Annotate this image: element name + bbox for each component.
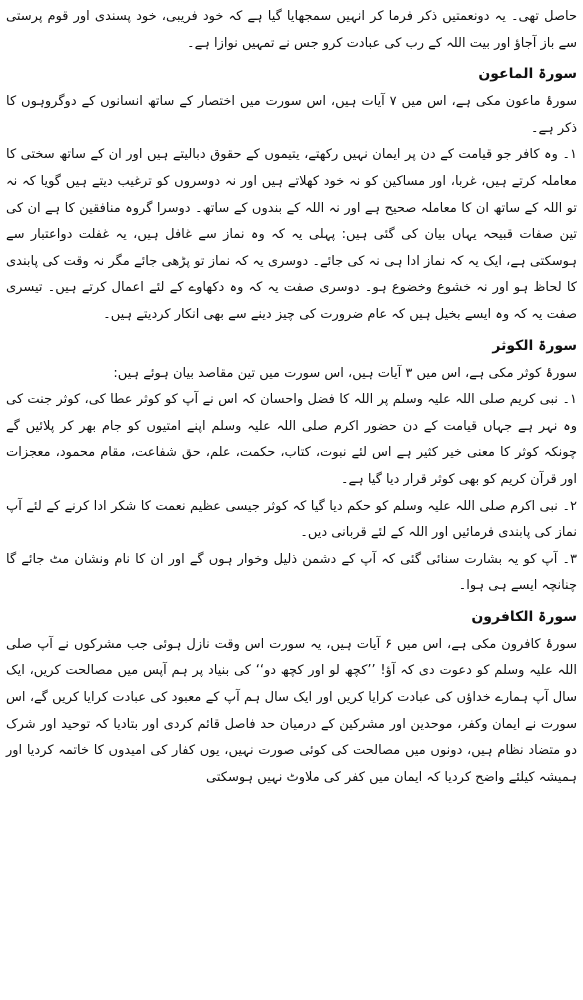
kawthar-paragraph-4: ۳۔ آپ کو یہ بشارت سنائی گئی کہ آپ کے دشمن ذلیل وخوار ہوں گے اور ان کا نام ونشان مٹ جائے گا چنانچہ ایسے ہی ہوا۔ <box>6 551 577 594</box>
maun-paragraph-1: سورۂ ماعون مکی ہے، اس میں ۷ آیات ہیں، اس سورت میں اختصار کے ساتھ انسانوں کے دوگروہوں کا ذکر ہے۔ <box>6 94 577 136</box>
intro-paragraph: حاصل تھی۔ یہ دونعمتیں ذکر فرما کر انہیں سمجھایا گیا ہے کہ خود فریبی، خود پسندی اور قوم پرستی سے باز آجاؤ اور بیت اللہ کے رب کی عبادت کرو جس نے تمہیں نوازا ہے۔ <box>6 9 577 51</box>
kafirun-paragraph-1: سورۂ کافرون مکی ہے، اس میں ۶ آیات ہیں، یہ سورت اس وقت نازل ہوئی جب مشرکوں نے آپ صلی اللہ علیہ وسلم کو دعوت دی کہ آؤ! ’’کچھ لو اور کچھ دو‘‘ کی بنیاد پر ہم آپس میں مصالحت کریں، ایک سال آپ ہمارے خداؤں کی عبادت کرایا کریں اور ایک سال ہم آپ کے معبود کی عبادت کرایا کریں گے، اس سورت نے ایمان وکفر، موحدین اور مشرکین کے درمیان حد فاصل قائم کردی اور بتادیا کہ توحید اور شرک دو متضاد نظام ہیں، دونوں میں مصالحت کی کوئی صورت نہیں، یوں کفار کی امیدوں کا خاتمہ کردیا اور ہمیشہ کیلئے واضح کردیا کہ ایمان میں کفر کی ملاوٹ نہیں ہوسکتی <box>6 636 577 785</box>
section-heading-kafirun: سورۃ الکافرون <box>471 608 577 625</box>
maun-paragraph-2: ۱۔ وہ کافر جو قیامت کے دن پر ایمان نہیں رکھتے، یتیموں کے حقوق دبالیتے ہیں اور ان کے ساتھ سختی کا معاملہ کرتے ہیں، غربا، اور مساکین کو نہ خود کھلاتے ہیں اور نہ دوسروں کو ترغیب دیتے ہیں گویا کہ نہ تو اللہ کے ساتھ ان کا معاملہ صحیح ہے اور نہ اللہ کے بندوں کے ساتھ۔ دوسرا گروہ منافقین کا ہے ان کی تین صفات قبیحہ یہاں بیان کی گئی ہیں: پہلی یہ کہ وہ نماز سے غافل ہیں، یہ غفلت دواعتبار سے ہوسکتی ہے، ایک یہ کہ نماز ادا ہی نہ کی جائے۔ دوسری یہ کہ نماز تو پڑھی جائے مگر نہ وقت کی پابندی کا لحاظ ہو اور نہ خشوع وخضوع ہو۔ دوسری صفت یہ کہ وہ دکھاوے کے لئے اعمال کرتے ہیں۔ تیسری صفت یہ کہ وہ ایسے بخیل ہیں کہ عام ضرورت کی چیز دینے سے بھی انکار کردیتے ہیں۔ <box>6 147 577 322</box>
section-heading-kawthar: سورۃ الکوثر <box>492 337 577 354</box>
kawthar-paragraph-1: سورۂ کوثر مکی ہے، اس میں ۳ آیات ہیں، اس سورت میں تین مقاصد بیان ہوئے ہیں: <box>113 365 577 381</box>
section-heading-maun: سورۃ الماعون <box>478 66 577 83</box>
kawthar-paragraph-3: ۲۔ نبی اکرم صلی اللہ علیہ وسلم کو حکم دیا گیا کہ کوثر جیسی عظیم نعمت کا شکر ادا کرنے کے لئے آپ نماز کی پابندی فرمائیں اور اللہ کے لئے قربانی دیں۔ <box>6 498 577 541</box>
kawthar-paragraph-2: ۱۔ نبی کریم صلی اللہ علیہ وسلم پر اللہ کا فضل واحسان کہ اس نے آپ کو کوثر عطا کی، کوثر جنت کی وہ نہر ہے جہاں قیامت کے دن حضور اکرم صلی اللہ علیہ وسلم اپنے امتیوں کو جام بھر کر پلائیں گے چونکہ کوثر کا معنی خیر کثیر ہے اس لئے نبوت، کتاب، حکمت، علم، حق شفاعت، مقام محمود، معجزات اور قرآن کریم کو بھی کوثر قرار دیا گیا ہے۔ <box>6 392 577 487</box>
